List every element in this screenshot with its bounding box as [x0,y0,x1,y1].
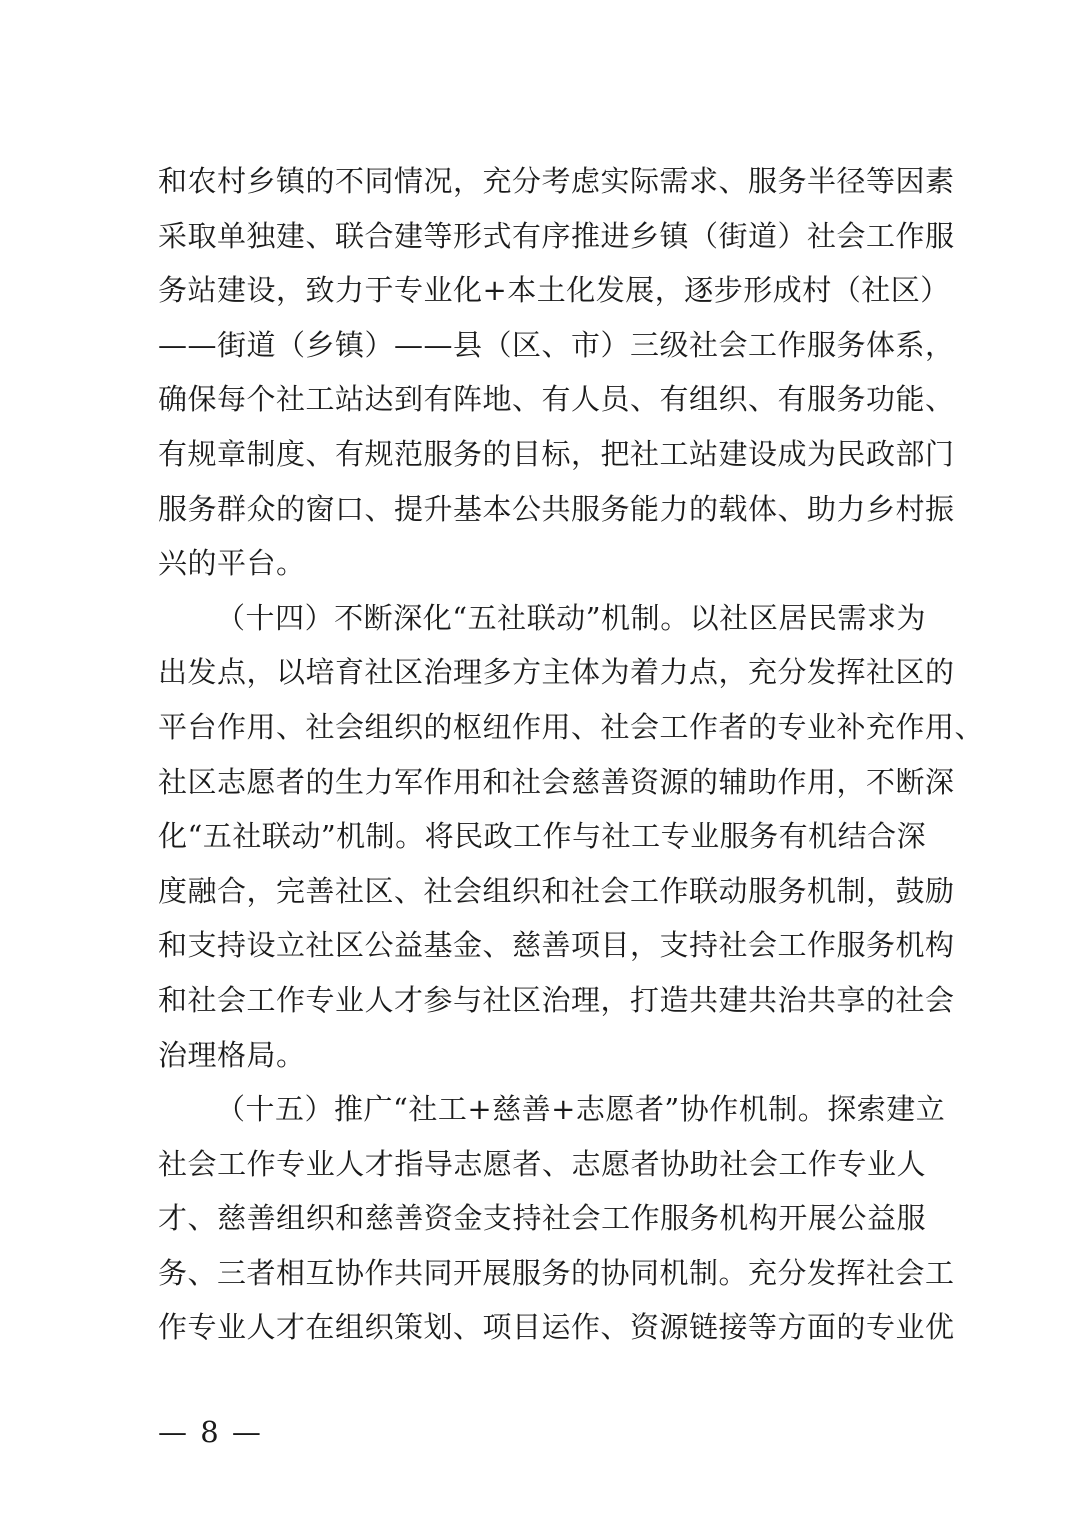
text-line: 有规章制度、有规范服务的目标，把社工站建设成为民政部门 [158,436,955,471]
text-line: 采取单独建、联合建等形式有序推进乡镇（街道）社会工作服 [158,218,955,253]
text-line: 治理格局。 [158,1037,306,1072]
text-line: 社区志愿者的生力军作用和社会慈善资源的辅助作用，不断深 [158,764,955,799]
text-line: 出发点，以培育社区治理多方主体为着力点，充分发挥社区的 [158,655,955,690]
text-line: 服务群众的窗口、提升基本公共服务能力的载体、助力乡村振 [158,491,955,526]
page-number: — 8 — [158,1415,263,1449]
text-line: ——街道（乡镇）——县（区、市）三级社会工作服务体系， [158,327,955,362]
text-line: 兴的平台。 [158,546,306,581]
text-line: 作专业人才在组织策划、项目运作、资源链接等方面的专业优 [158,1310,955,1345]
text-line: 化“五社联动”机制。将民政工作与社工专业服务有机结合深 [158,819,927,854]
text-line: 平台作用、社会组织的枢纽作用、社会工作者的专业补充作用、 [158,709,985,744]
text-line: 社会工作专业人才指导志愿者、志愿者协助社会工作专业人 [158,1146,926,1181]
text-line: 务、三者相互协作共同开展服务的协同机制。充分发挥社会工 [158,1255,955,1290]
text-line: （十四）不断深化“五社联动”机制。以社区居民需求为 [216,600,926,635]
text-line: 才、慈善组织和慈善资金支持社会工作服务机构开展公益服 [158,1201,926,1236]
text-line: 确保每个社工站达到有阵地、有人员、有组织、有服务功能、 [158,382,955,417]
text-line: 务站建设，致力于专业化+本土化发展，逐步形成村（社区） [158,273,950,308]
body-text [158,154,985,1355]
text-line: 和支持设立社区公益基金、慈善项目，支持社会工作服务机构 [158,928,955,963]
text-line: 和社会工作专业人才参与社区治理，打造共建共治共享的社会 [158,982,955,1017]
text-line: 度融合，完善社区、社会组织和社会工作联动服务机制，鼓励 [158,873,955,908]
text-line: 和农村乡镇的不同情况，充分考虑实际需求、服务半径等因素 [158,164,955,198]
text-line: （十五）推广“社工+慈善+志愿者”协作机制。探索建立 [216,1092,946,1127]
